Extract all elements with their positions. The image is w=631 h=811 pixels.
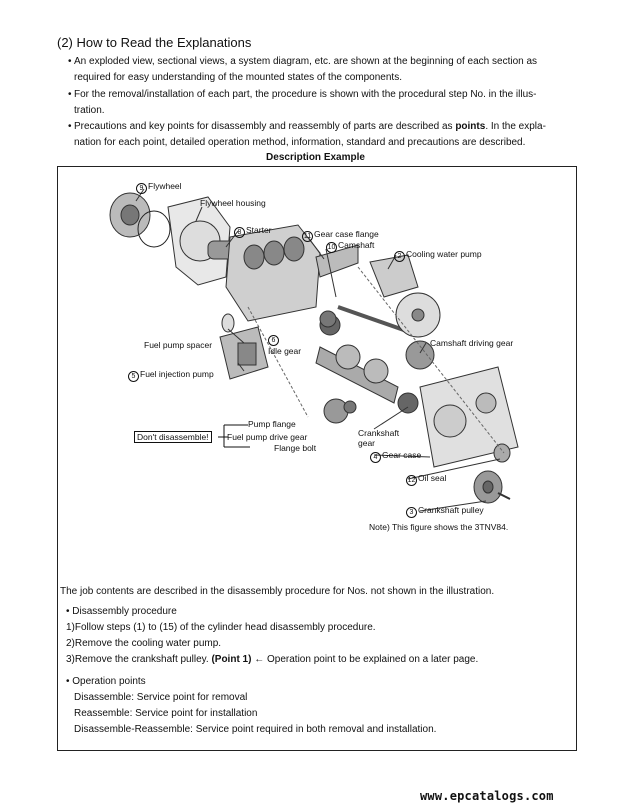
callout-2: 2 (394, 251, 405, 262)
bullet-3-line-1a: Precautions and key points for disassembly and reassembly of parts are described as (74, 121, 456, 132)
bullet-precautions: • Precautions and key points for disassembly and reassembly of parts are described as points. In the expla- nation for each point, detailed operation method, information, standard and precautions are described. (68, 119, 576, 151)
callout-12: 12 (407, 477, 416, 484)
label-fuel-pump-drive-gear: Fuel pump drive gear (227, 432, 308, 442)
label-starter: 8 Starter (234, 225, 272, 238)
figure-note: Note) This figure shows the 3TNV84. (369, 522, 509, 532)
callout-4: 4 (370, 452, 381, 463)
operation-point-disassemble: Disassemble: Service point for removal (74, 692, 248, 703)
section-heading: (2) How to Read the Explanations (57, 35, 252, 50)
label-crankshaft-pulley: 3 Crankshaft pulley (406, 505, 484, 518)
label-crankshaft-gear: Crankshaft gear (358, 428, 400, 448)
bullet-exploded-view: • An exploded view, sectional views, a system diagram, etc. are shown at the beginning of each section as required for easy understanding of the mounted states of the components. (68, 54, 576, 86)
disassembly-step-2: 2)Remove the cooling water pump. (66, 638, 222, 649)
bullet-3-line-2: nation for each point, detailed operation method, information, standard and precautions are described. (74, 137, 526, 148)
bullet-3-points-word: points (455, 121, 486, 132)
callout-10: 10 (327, 244, 336, 251)
label-fuel-pump-spacer: Fuel pump spacer (144, 340, 213, 350)
operation-points-title: • Operation points (66, 676, 146, 687)
label-bracket-lines (218, 421, 250, 451)
bullet-removal-installation: • For the removal/installation of each part, the procedure is shown with the procedural step No. in the illus- tration. (68, 87, 576, 119)
callout-8: 8 (234, 227, 245, 238)
label-flywheel: 9 Flywheel (136, 181, 182, 194)
label-camshaft: 10 Camshaft (327, 240, 375, 251)
label-idle-gear: 6 Idle gear (268, 337, 302, 356)
point-1-reference: (Point 1) (211, 654, 252, 665)
bullet-1-line-1: An exploded view, sectional views, a system diagram, etc. are shown at the beginning of each section as (74, 56, 538, 67)
label-dont-disassemble: Don't disassemble! (134, 432, 212, 442)
callout-3: 3 (406, 507, 417, 518)
label-camshaft-driving-gear: Camshaft driving gear (430, 338, 514, 348)
label-cooling-water-pump: 2 Cooling water pump (394, 249, 482, 262)
label-fuel-injection-pump: 5 Fuel injection pump (128, 369, 214, 382)
label-gear-case: 4 Gear case (370, 450, 421, 463)
description-example-frame (57, 166, 577, 751)
callout-6: 6 (268, 335, 279, 346)
footer-watermark-url: www.epcatalogs.com (420, 789, 554, 803)
bullet-3-line-1c: . In the expla- (485, 121, 546, 132)
label-flange-bolt: Flange bolt (274, 443, 317, 453)
label-gear-case-flange: 11 Gear case flange (303, 229, 379, 240)
bullet-2-line-1: For the removal/installation of each part, the procedure is shown with the procedural step No. in the illus- (74, 89, 537, 100)
label-oil-seal: 12 Oil seal (407, 473, 447, 484)
callout-11: 11 (303, 233, 312, 240)
bullet-2-line-2: tration. (74, 105, 105, 116)
callout-5: 5 (128, 371, 139, 382)
disassembly-title: • Disassembly procedure (66, 606, 177, 617)
description-example-title: Description Example (266, 152, 365, 163)
operation-point-reassemble: Reassemble: Service point for installation (74, 708, 258, 719)
bullet-1-line-2: required for easy understanding of the mounted states of the components. (74, 72, 402, 83)
disassembly-step-3: 3)Remove the crankshaft pulley. (Point 1) ← Operation point to be explained on a later page. (66, 654, 479, 665)
callout-9: 9 (136, 183, 147, 194)
label-flywheel-housing: Flywheel housing (200, 198, 266, 208)
operation-point-disassemble-reassemble: Disassemble-Reassemble: Service point required in both removal and installation. (74, 724, 437, 735)
label-pump-flange: Pump flange (248, 419, 296, 429)
job-contents-text: The job contents are described in the disassembly procedure for Nos. not shown in the illustration. (60, 586, 495, 597)
disassembly-step-1: 1)Follow steps (1) to (15) of the cylinder head disassembly procedure. (66, 622, 376, 633)
